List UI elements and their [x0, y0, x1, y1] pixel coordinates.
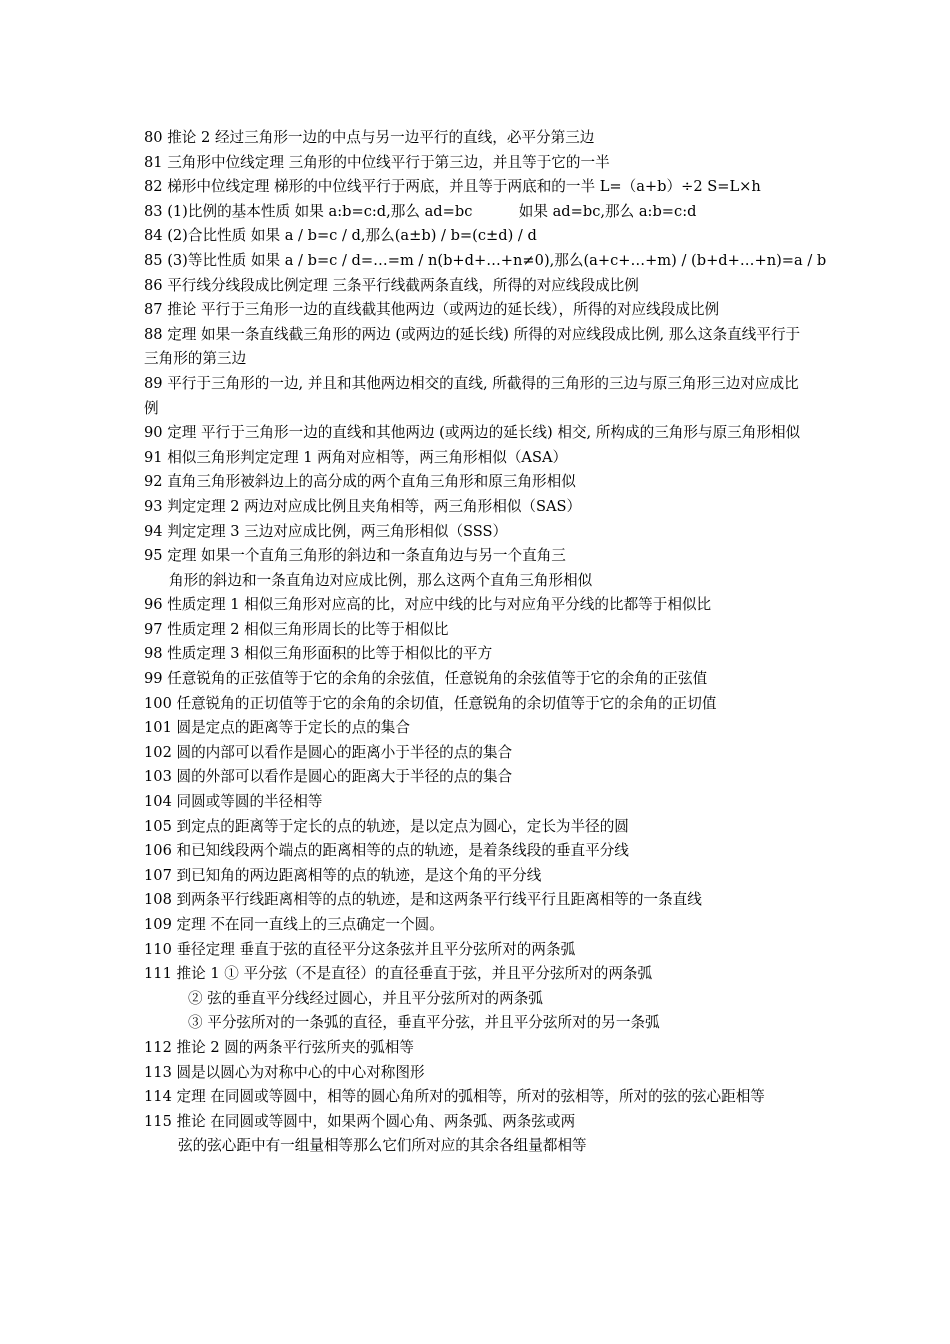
- text-line: 109 定理 不在同一直线上的三点确定一个圆。: [144, 916, 444, 933]
- text-line: 107 到已知角的两边距离相等的点的轨迹，是这个角的平分线: [144, 866, 542, 884]
- text-line: 91 相似三角形判定定理 1 两角对应相等，两三角形相似（ASA）: [144, 448, 568, 466]
- text-line-indented: ② 弦的垂直平分线经过圆心，并且平分弦所对的两条弧: [188, 989, 543, 1007]
- text-line: 103 圆的外部可以看作是圆心的距离大于半径的点的集合: [144, 768, 513, 786]
- text-line-indented: 角形的斜边和一条直角边对应成比例，那么这两个直角三角形相似: [169, 571, 593, 589]
- text-line: 111 推论 1 ① 平分弦（不是直径）的直径垂直于弦，并且平分弦所对的两条弧: [144, 965, 653, 983]
- text-line: 108 到两条平行线距离相等的点的轨迹，是和这两条平行线平行且距离相等的一条直线: [144, 891, 702, 909]
- text-paragraph: 89 平行于三角形的一边, 并且和其他两边相交的直线, 所截得的三角形的三边与原三角形三边对应成比例: [144, 374, 799, 417]
- text-line: 98 性质定理 3 相似三角形面积的比等于相似比的平方: [144, 645, 493, 663]
- text-line: 85 (3)等比性质 如果 a / b=c / d=…=m / n(b+d+…+n≠0),那么(a+c+…+m) / (b+d+…+n)=a / b: [144, 251, 827, 269]
- text-line: 93 判定定理 2 两边对应成比例且夹角相等，两三角形相似（SAS）: [144, 497, 582, 515]
- text-paragraph: 88 定理 如果一条直线截三角形的两边 (或两边的延长线) 所得的对应线段成比例, 那么这条直线平行于 三角形的第三边: [144, 325, 801, 368]
- text-line: 82 梯形中位线定理 梯形的中位线平行于两底，并且等于两底和的一半 L=（a+b）÷2 S=L×h: [144, 178, 761, 196]
- text-line-indented: 弦的弦心距中有一组量相等那么它们所对应的其余各组量都相等: [178, 1137, 587, 1155]
- text-line: 112 推论 2 圆的两条平行弦所夹的弧相等: [144, 1038, 414, 1056]
- text-line: 80 推论 2 经过三角形一边的中点与另一边平行的直线，必平分第三边: [144, 129, 595, 146]
- text-line-indented: ③ 平分弦所对的一条弧的直径，垂直平分弦，并且平分弦所对的另一条弧: [188, 1014, 660, 1032]
- text-line: 81 三角形中位线定理 三角形的中位线平行于第三边，并且等于它的一半: [144, 153, 610, 171]
- text-line: 101 圆是定点的距离等于定长的点的集合: [144, 719, 410, 737]
- theorem-list: [144, 126, 827, 1159]
- text-line: 94 判定定理 3 三边对应成比例，两三角形相似（SSS）: [144, 522, 508, 540]
- text-line: 95 定理 如果一个直角三角形的斜边和一条直角边与另一个直角三: [144, 547, 566, 565]
- text-line: 110 垂径定理 垂直于弦的直径平分这条弦并且平分弦所对的两条弧: [144, 940, 576, 958]
- text-line: 92 直角三角形被斜边上的高分成的两个直角三角形和原三角形相似: [144, 473, 576, 491]
- text-line: 97 性质定理 2 相似三角形周长的比等于相似比: [144, 620, 449, 638]
- text-line: 105 到定点的距离等于定长的点的轨迹，是以定点为圆心，定长为半径的圆: [144, 817, 629, 835]
- text-line: 104 同圆或等圆的半径相等: [144, 793, 323, 811]
- text-line: 84 (2)合比性质 如果 a / b=c / d,那么(a±b) / b=(c±d) / d: [144, 227, 537, 245]
- text-line: 83 (1)比例的基本性质 如果 a:b=c:d,那么 ad=bc 如果 ad=bc,那么 a:b=c:d: [144, 202, 697, 220]
- text-line: 96 性质定理 1 相似三角形对应高的比，对应中线的比与对应角平分线的比都等于相似比: [144, 596, 712, 614]
- text-line: 113 圆是以圆心为对称中心的中心对称图形: [144, 1063, 425, 1081]
- text-line: 115 推论 在同圆或等圆中，如果两个圆心角、两条弧、两条弦或两: [144, 1112, 576, 1130]
- text-paragraph: 90 定理 平行于三角形一边的直线和其他两边 (或两边的延长线) 相交, 所构成的三角形与原三角形相似: [144, 424, 801, 442]
- text-line: 102 圆的内部可以看作是圆心的距离小于半径的点的集合: [144, 743, 513, 761]
- text-paragraph: 114 定理 在同圆或等圆中，相等的圆心角所对的弧相等，所对的弦相等，所对的弦的弦心距相等: [144, 1088, 765, 1106]
- text-line: 100 任意锐角的正切值等于它的余角的余切值，任意锐角的余切值等于它的余角的正切值: [144, 694, 717, 712]
- text-line: 106 和已知线段两个端点的距离相等的点的轨迹，是着条线段的垂直平分线: [144, 842, 629, 860]
- text-line: 99 任意锐角的正弦值等于它的余角的余弦值，任意锐角的余弦值等于它的余角的正弦值: [144, 670, 708, 688]
- text-line: 86 平行线分线段成比例定理 三条平行线截两条直线，所得的对应线段成比例: [144, 276, 639, 294]
- text-line: 87 推论 平行于三角形一边的直线截其他两边（或两边的延长线），所得的对应线段成比例: [144, 301, 720, 319]
